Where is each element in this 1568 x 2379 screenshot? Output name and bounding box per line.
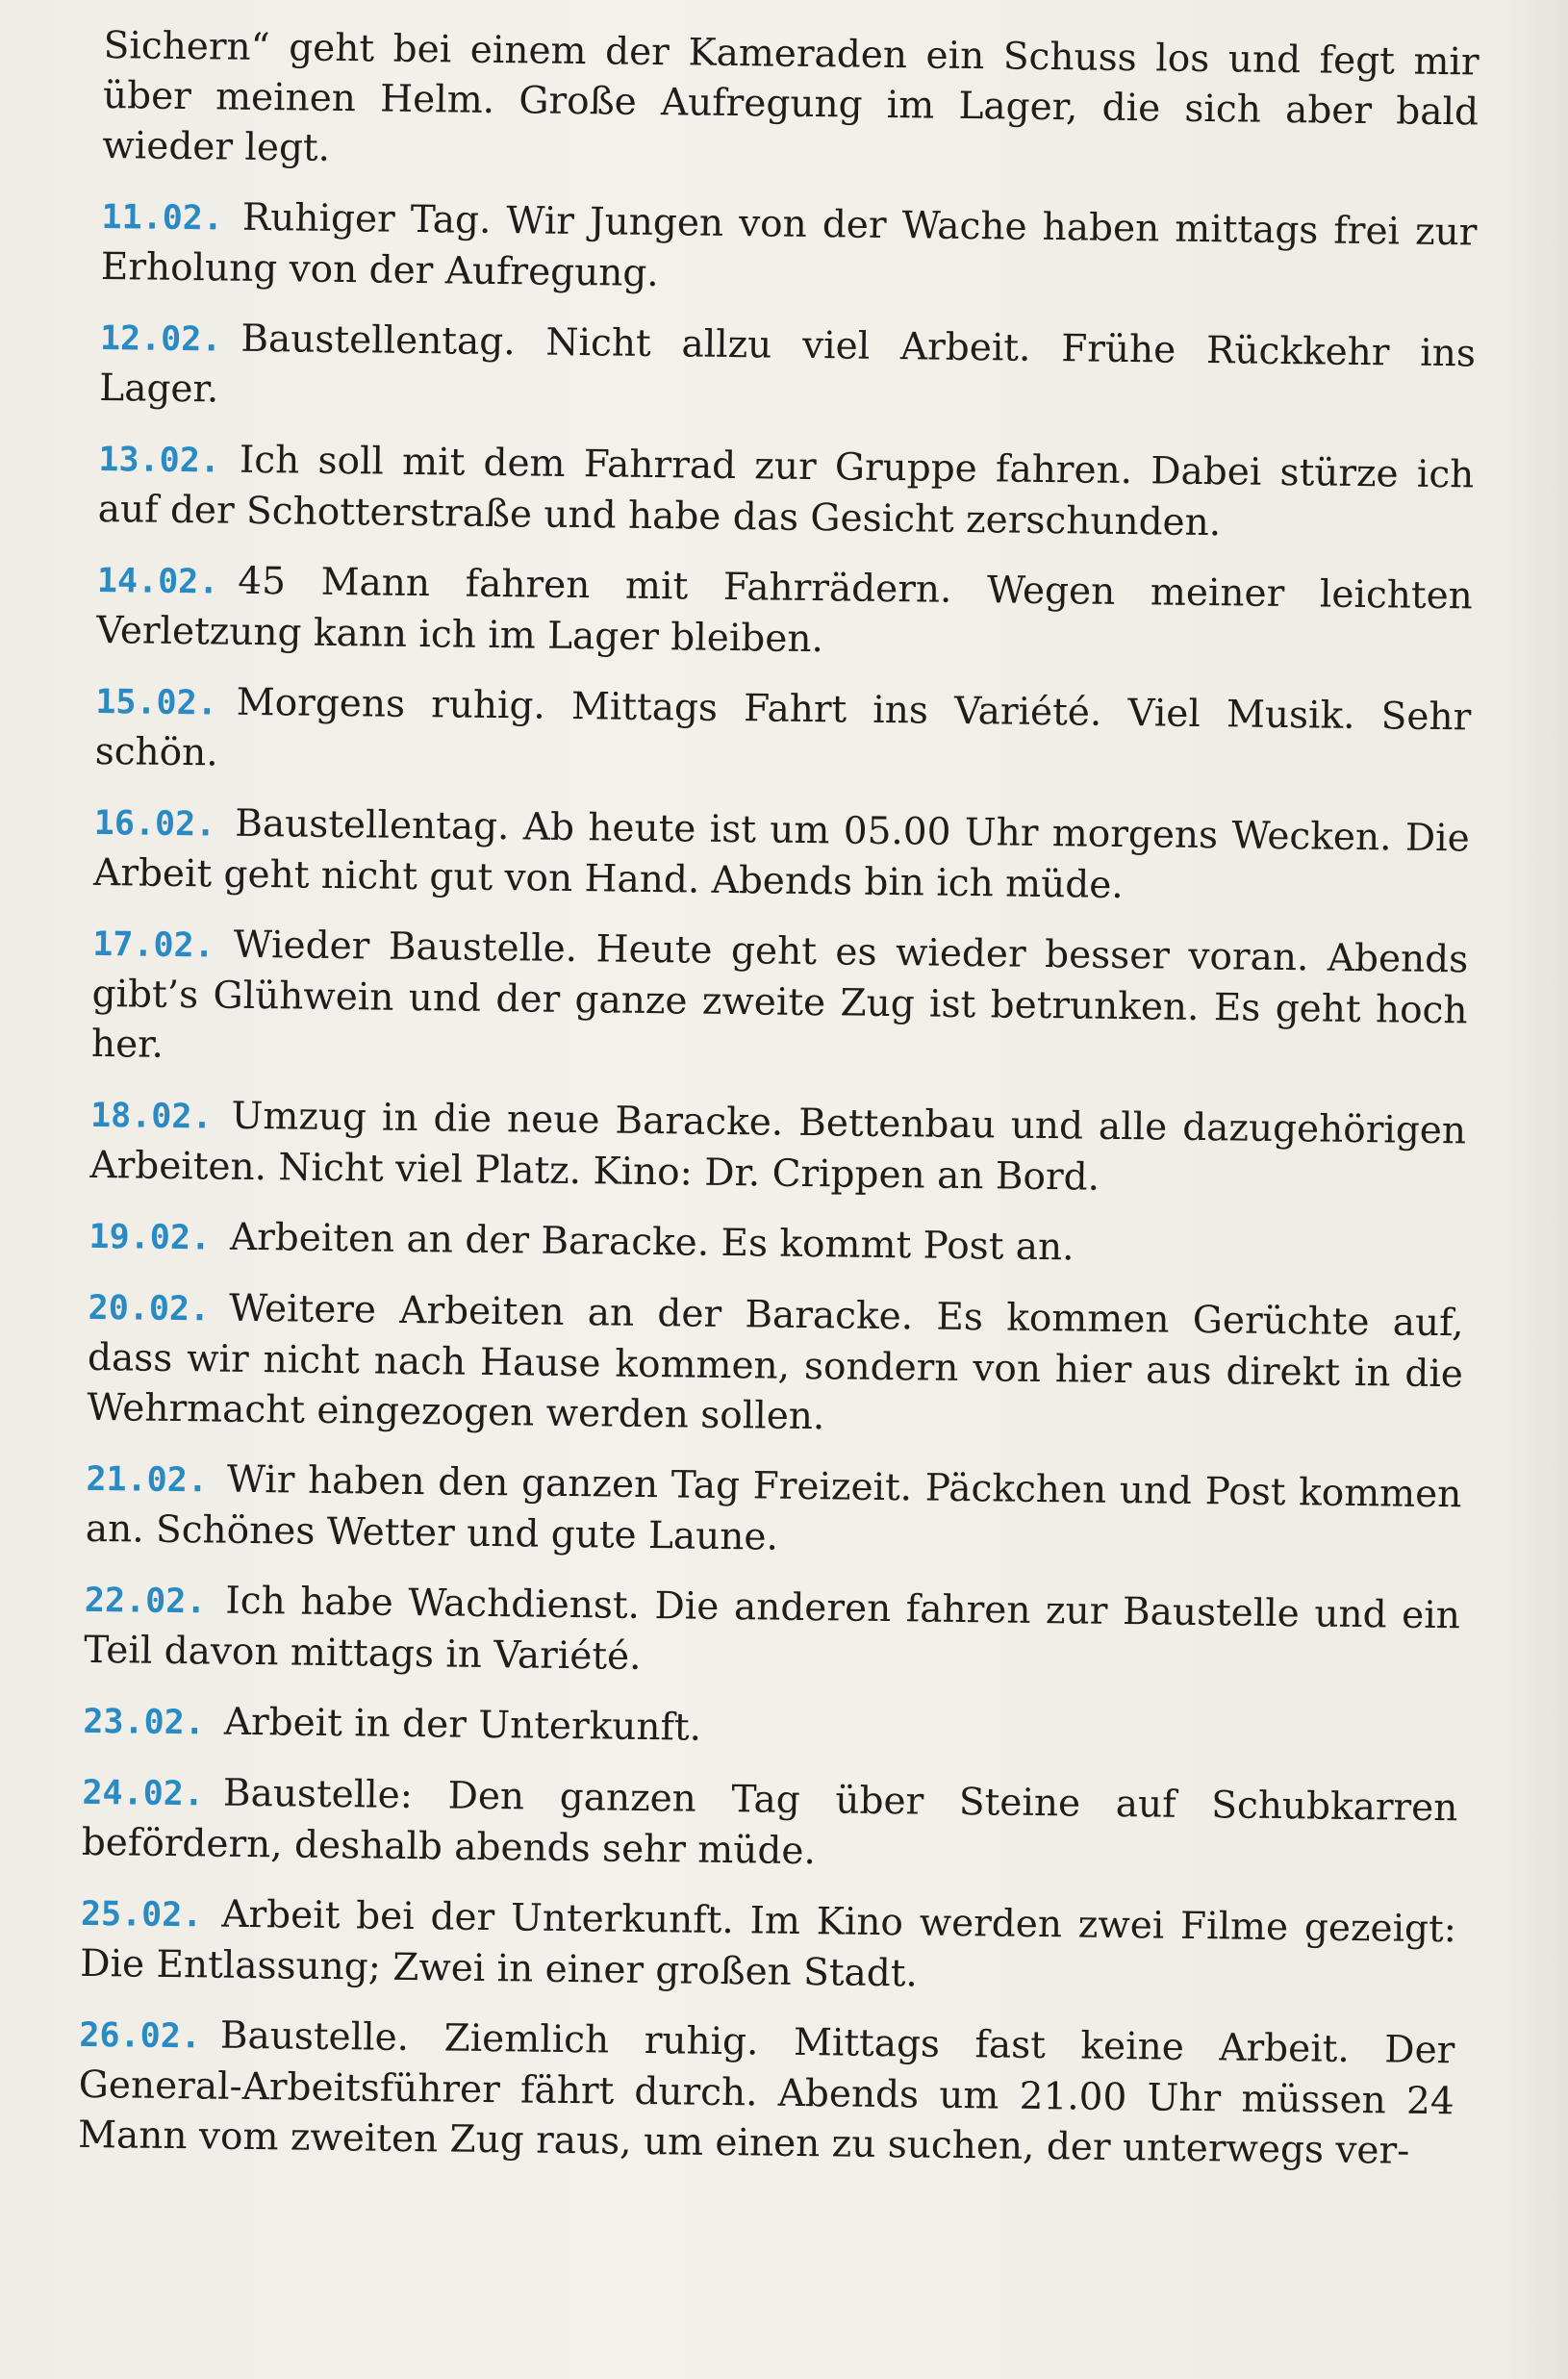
entry-text: Wir haben den ganzen Tag Freizeit. Päckchen und Post kommen an. Schönes Wetter und gute Laune. [85, 1457, 1462, 1559]
entry-date: 24.02. [82, 1773, 205, 1814]
diary-entry [86, 1454, 1462, 1571]
entry-date: 11.02. [101, 197, 224, 239]
text-column [78, 21, 1479, 2197]
entry-text: Morgens ruhig. Mittags Fahrt ins Variété. Viel Musik. Sehr schön. [94, 680, 1472, 775]
diary-entry [87, 1282, 1464, 1450]
entry-text: Umzug in die neue Baracke. Bettenbau und alle dazugehörigen Arbeiten. Nicht viel Platz. Kino: Dr. Crippen an Bord. [89, 1094, 1467, 1200]
entry-text: Ruhiger Tag. Wir Jungen von der Wache haben mittags frei zur Erholung von der Aufregung. [100, 195, 1478, 296]
entry-text: Wieder Baustelle. Heute geht es wieder besser voran. Abends gibt’s Glühwein und der ganze zweite Zug ist betrunken. Es geht hoch her. [90, 923, 1469, 1067]
entry-date: 19.02. [89, 1217, 212, 1258]
entry-text: Arbeit in der Unterkunft. [223, 1700, 702, 1750]
entry-date: 17.02. [92, 924, 215, 966]
entry-text: Ich soll mit dem Fahrrad zur Gruppe fahren. Dabei stürze ich auf der Schotterstraße und habe das Gesicht zerschunden. [97, 438, 1475, 545]
diary-entry [97, 434, 1474, 551]
entry-text: Baustelle. Ziemlich ruhig. Mittags fast keine Arbeit. Der General-Arbeitsführer fährt durch. Abends um 21.00 Uhr müssen 24 Mann vom zweiten Zug raus, um einen zu suchen, der unterwegs ver- [77, 2013, 1455, 2173]
entry-date: 26.02. [79, 2015, 202, 2057]
entry-date: 21.02. [86, 1459, 209, 1501]
entry-text: Weitere Arbeiten an der Baracke. Es kommen Gerüchte auf, dass wir nicht nach Hause kommen, sondern von hier aus direkt in die Wehrmacht eingezogen werden sollen. [87, 1286, 1464, 1439]
diary-entry [83, 1696, 1459, 1763]
entry-text: Ich habe Wachdienst. Die anderen fahren zur Baustelle und ein Teil davon mittags in Variété. [84, 1579, 1461, 1679]
entry-date: 13.02. [98, 440, 221, 481]
entry-date: 14.02. [96, 561, 219, 602]
diary-entry [93, 797, 1470, 915]
entry-text: 45 Mann fahren mit Fahrrädern. Wegen meiner leichten Verletzung kann ich im Lager bleiben. [95, 559, 1474, 662]
diary-entry [82, 1767, 1458, 1885]
diary-entry [101, 191, 1478, 309]
entry-date: 20.02. [88, 1288, 211, 1329]
diary-entry [99, 313, 1476, 430]
entry-date: 23.02. [83, 1702, 206, 1743]
entry-date: 12.02. [99, 318, 222, 360]
diary-entry [80, 1888, 1456, 2006]
entry-text: Baustellentag. Nicht allzu viel Arbeit. Frühe Rückkehr ins Lager. [99, 316, 1477, 412]
intro-paragraph: Sichern“ geht bei einem der Kameraden ein Schuss los und fegt mir über meinen Helm. Große Aufregung im Lager, die sich aber bald wieder legt. [102, 23, 1479, 170]
entry-date: 18.02. [89, 1096, 213, 1137]
diary-entry [84, 1575, 1460, 1692]
entry-text: Baustelle: Den ganzen Tag über Steine auf Schubkarren befördern, deshalb abends sehr müde. [81, 1771, 1458, 1874]
entry-date: 15.02. [95, 682, 218, 723]
entry-text: Baustellentag. Ab heute ist um 05.00 Uhr morgens Wecken. Die Arbeit geht nicht gut von Hand. Abends bin ich müde. [92, 801, 1470, 908]
entry-date: 16.02. [93, 803, 216, 845]
entry-date: 22.02. [84, 1581, 207, 1622]
diary-entry [89, 1090, 1466, 1207]
entry-date: 25.02. [80, 1894, 203, 1936]
entry-text: Arbeit bei der Unterkunft. Im Kino werden zwei Filme gezeigt: Die Entlassung; Zwei in einer großen Stadt. [80, 1892, 1457, 1996]
diary-entry [89, 1211, 1465, 1278]
diary-entry [78, 2010, 1455, 2177]
diary-entry [96, 555, 1473, 672]
diary-entry [91, 919, 1469, 1086]
diary-entry [94, 676, 1471, 794]
entry-text: Arbeiten an der Baracke. Es kommt Post an. [229, 1215, 1075, 1270]
